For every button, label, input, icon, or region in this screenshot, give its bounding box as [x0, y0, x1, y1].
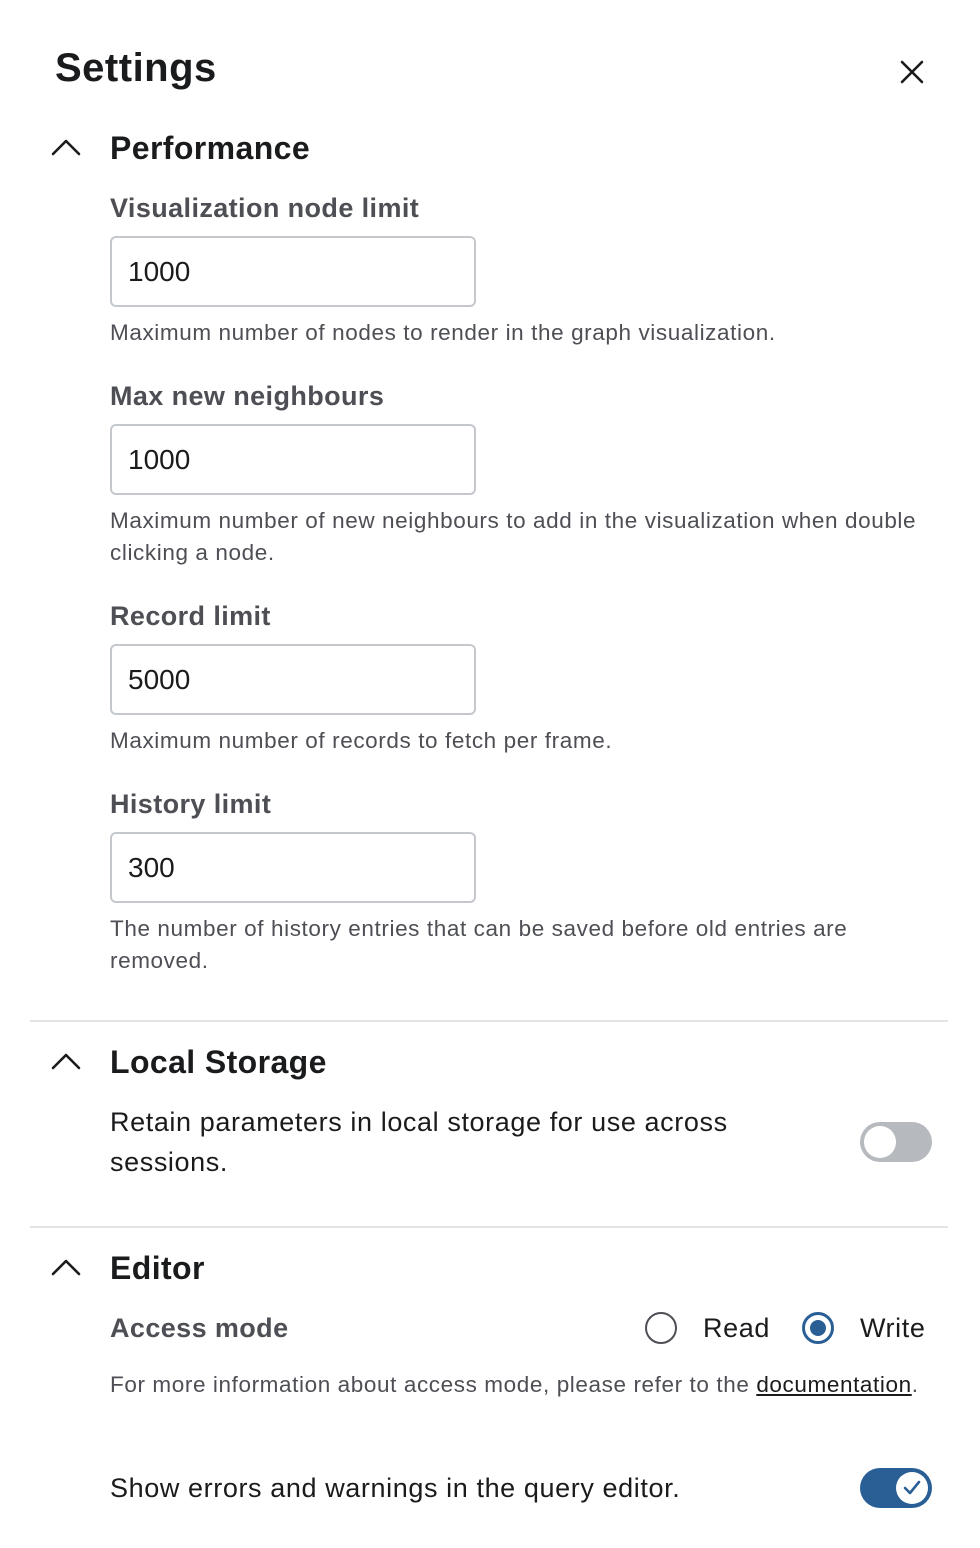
- visualization-node-limit-input[interactable]: [110, 236, 476, 307]
- write-radio[interactable]: [802, 1312, 834, 1344]
- chevron-up-icon: [48, 1250, 84, 1286]
- local-storage-description: Retain parameters in local storage for use across sessions.: [110, 1107, 728, 1177]
- record-limit-input[interactable]: [110, 644, 476, 715]
- toggle-knob: [864, 1126, 896, 1158]
- history-limit-label: History limit: [110, 789, 272, 819]
- read-radio-label: Read: [703, 1312, 770, 1343]
- history-limit-help: The number of history entries that can be saved before old entries are removed.: [110, 916, 848, 973]
- checkmark-icon: [901, 1477, 923, 1499]
- section-divider: [30, 1226, 948, 1228]
- page-title: Settings: [55, 46, 217, 90]
- read-radio[interactable]: [645, 1312, 677, 1344]
- show-errors-label: Show errors and warnings in the query editor.: [110, 1473, 681, 1503]
- access-mode-help-text: For more information about access mode, please refer to the: [110, 1372, 750, 1397]
- access-mode-read-option[interactable]: [645, 1312, 770, 1344]
- chevron-up-icon: [48, 130, 84, 166]
- local-storage-toggle[interactable]: [860, 1122, 932, 1162]
- editor-section-toggle[interactable]: [48, 1246, 205, 1290]
- access-mode-radio-group: [645, 1310, 925, 1346]
- max-new-neighbours-label: Max new neighbours: [110, 381, 385, 411]
- visualization-node-limit-help: Maximum number of nodes to render in the graph visualization.: [110, 320, 776, 345]
- write-radio-label: Write: [859, 1312, 926, 1343]
- max-new-neighbours-input[interactable]: [110, 424, 476, 495]
- chevron-up-icon: [48, 1044, 84, 1080]
- local-storage-section-toggle[interactable]: [48, 1040, 327, 1084]
- section-divider: [30, 1020, 948, 1022]
- history-limit-input[interactable]: [110, 832, 476, 903]
- access-mode-help-suffix: .: [911, 1372, 919, 1397]
- access-mode-help: [110, 1365, 930, 1405]
- show-errors-toggle[interactable]: [860, 1468, 932, 1508]
- visualization-node-limit-label: Visualization node limit: [110, 193, 420, 223]
- documentation-link[interactable]: documentation: [756, 1372, 912, 1397]
- record-limit-help: Maximum number of records to fetch per frame.: [110, 728, 613, 753]
- max-new-neighbours-help: Maximum number of new neighbours to add in the visualization when double clicking a node.: [110, 508, 917, 565]
- local-storage-section-title: Local Storage: [110, 1043, 327, 1080]
- performance-section-title: Performance: [110, 129, 311, 166]
- record-limit-label: Record limit: [110, 601, 271, 631]
- close-button[interactable]: [890, 50, 934, 94]
- performance-section-toggle[interactable]: [48, 126, 310, 170]
- editor-section-title: Editor: [110, 1249, 205, 1286]
- access-mode-write-option[interactable]: [802, 1312, 926, 1344]
- close-icon: [890, 50, 934, 94]
- access-mode-label: Access mode: [110, 1313, 289, 1343]
- toggle-knob: [896, 1472, 928, 1504]
